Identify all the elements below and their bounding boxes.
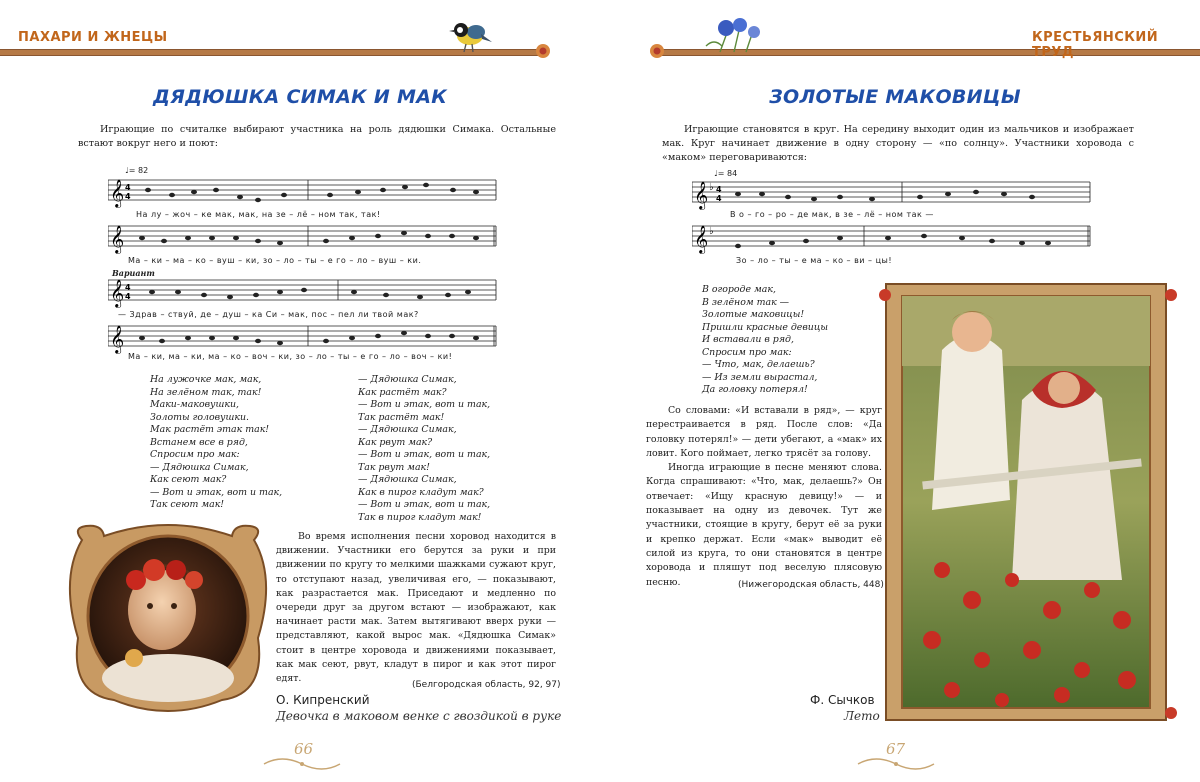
- verse-line: Так растёт мак!: [358, 411, 445, 423]
- verse-line: Встанем все в ряд,: [150, 436, 248, 448]
- verse-line: И вставали в ряд,: [702, 334, 794, 345]
- verse-column-1: [150, 374, 282, 512]
- svg-text:4: 4: [125, 283, 131, 292]
- staff-lyric-2: Зо – ло – ты – е ма – ко – ви – цы!: [736, 256, 893, 265]
- portrait-painting: [62, 518, 274, 716]
- staff-lyric-1: На лу – жоч – ке мак, мак, на зе – лё – ном так, так!: [136, 210, 381, 219]
- verse-line: — Дядюшка Симак,: [358, 374, 457, 385]
- verse-column-2: [358, 374, 490, 524]
- intro-paragraph: Играющие становятся в круг. На середину выходит один из мальчиков и изображает мак. Круг начинает движение в одну сторону — «по солнцу». Участники хоровода с «маком» переговариваются:: [662, 124, 1134, 163]
- flower-ornament-icon: [876, 286, 894, 304]
- description-text: [276, 530, 556, 686]
- svg-text:♭: ♭: [709, 182, 714, 193]
- svg-text:𝄞: 𝄞: [694, 225, 709, 253]
- summer-painting: [882, 280, 1170, 724]
- source-citation: (Белгородская область, 92, 97): [412, 680, 561, 690]
- verse-line: — Дядюшка Симак,: [358, 474, 457, 485]
- staff-lyric-3: — Здрав – ствуй, де – душ – ка Си – мак, пос – пел ли твой мак?: [118, 310, 419, 319]
- titmouse-icon: [446, 14, 494, 56]
- svg-text:4: 4: [716, 185, 722, 194]
- music-staff-2: [692, 222, 1092, 256]
- section-header: КРЕСТЬЯНСКИЙ ТРУД: [1032, 30, 1159, 60]
- description-paragraph-1: Со словами: «И вставали в ряд», — круг перестраивается в ряд. После слов: «Да головку потерял!» — дети убегают, а «мак» их ловит. Кого поймает, легко трясёт за голову.: [646, 405, 882, 459]
- flourish-ornament-icon: [262, 754, 342, 772]
- staff-lyric-1: В о – го – ро – де мак, в зе – лё – ном так —: [730, 210, 934, 219]
- music-staff-3: [108, 276, 498, 310]
- source-citation: (Нижегородская область, 448): [738, 580, 884, 590]
- intro-text: [78, 123, 556, 151]
- svg-text:4: 4: [125, 192, 131, 201]
- verse-line: Как рвут мак?: [358, 436, 433, 448]
- verse-line: — Что, мак, делаешь?: [702, 359, 815, 370]
- svg-text:𝄞: 𝄞: [110, 279, 125, 307]
- intro-text: [662, 123, 1134, 165]
- svg-text:4: 4: [125, 292, 131, 301]
- svg-text:♭: ♭: [709, 226, 714, 237]
- verse-line: Золоты головушки.: [150, 411, 249, 423]
- verse-line: — Вот и этак, вот и так,: [150, 486, 283, 498]
- page-number: 67: [886, 740, 906, 758]
- description-paragraph: Во время исполнения песни хоровод находится в движении. Участники его берутся за руки и при движении по кругу то мелкими шажками сужают круг, то отступают назад, увеличивая его, — показывают, как разрастается мак. Приседают и медленно по очереди друг за другом встают — изображают, как начинает расти мак. Затем вытягивают вверх руки — представляют, какой вырос мак. «Дядюшка Симак» стоит в центре хоровода и движениями показывает, как мак сеют, рвут, кладут в пирог и как этот пирог едят.: [276, 531, 556, 685]
- svg-text:𝄞: 𝄞: [110, 325, 125, 353]
- svg-text:4: 4: [125, 183, 131, 192]
- verse-line: — Вот и этак, вот и так,: [358, 499, 491, 510]
- verse-line: На зелёном так, так!: [150, 386, 262, 398]
- verse-line: Маки-маковушки,: [150, 399, 239, 410]
- right-page: [600, 0, 1200, 782]
- flower-ornament-icon: [532, 40, 554, 62]
- verse-line: Так в пирог кладут мак!: [358, 511, 482, 523]
- verse-line: Мак растёт этак так!: [150, 424, 270, 435]
- svg-text:𝄞: 𝄞: [110, 225, 125, 253]
- staff-lyric-2: Ма – ки – ма – ко – вуш – ки, зо – ло – ты – е го – ло – вуш – ки.: [128, 256, 422, 265]
- cornflower-icon: [700, 16, 770, 56]
- verse-line: Спросим про мак:: [702, 346, 792, 358]
- staff-lyric-4: Ма – ки, ма – ки, ма – ко – вoч – ки, зо – ло – ты – е го – ло – воч – ки!: [128, 352, 453, 361]
- section-header: ПАХАРИ И ЖНЕЦЫ: [18, 30, 168, 45]
- verse-line: Как растёт мак?: [358, 386, 447, 398]
- flourish-ornament-icon: [856, 754, 936, 772]
- painting-title: Девочка в маковом венке с гвоздикой в руке: [276, 709, 562, 723]
- svg-text:4: 4: [716, 194, 722, 203]
- verse-line: На лужочке мак, мак,: [150, 374, 262, 385]
- flower-ornament-icon: [646, 40, 668, 62]
- song-title: ДЯДЮШКА СИМАК И МАК: [152, 86, 448, 108]
- painting-artist: О. Кипренский: [276, 693, 370, 707]
- verse: [702, 284, 828, 397]
- verse-line: Золотые маковицы!: [702, 309, 805, 320]
- verse-line: Как в пирог кладут мак?: [358, 486, 484, 498]
- verse-line: — Вот и этак, вот и так,: [358, 449, 491, 460]
- verse-line: В огороде мак,: [702, 284, 776, 295]
- verse-line: Так сеют мак!: [150, 499, 225, 510]
- verse-line: Как сеют мак?: [150, 474, 227, 485]
- svg-text:𝄞: 𝄞: [110, 179, 125, 207]
- verse-line: Так рвут мак!: [358, 461, 430, 473]
- music-staff-2: [108, 222, 498, 256]
- description-paragraph-2: Иногда играющие в песне меняют слова. Когда спрашивают: «Что, мак, делаешь?» Он отвечает: «Ищу красную девицу!» — и показывает на одну из девочек. Тут же участники, стоящие в кругу, берут её за руки и крепко держат. Если «мак» выводит её силой из круга, то они становятся в центре хоровода и пляшут под веселую плясовую песню.: [646, 462, 882, 588]
- painting-title: Лето: [844, 709, 880, 723]
- verse-line: Да головку потерял!: [702, 384, 808, 395]
- song-title: ЗОЛОТЫЕ МАКОВИЦЫ: [769, 86, 1021, 108]
- intro-paragraph: Играющие по считалке выбирают участника на роль дядюшки Симака. Остальные встают вокруг него и поют:: [78, 124, 556, 149]
- tempo-mark: ♩= 84: [714, 169, 738, 178]
- tempo-mark: ♩= 82: [125, 166, 149, 175]
- verse-line: Пришли красные девицы: [702, 321, 829, 333]
- verse-line: В зелёном так —: [702, 296, 790, 308]
- description-text: [646, 404, 882, 590]
- flower-ornament-icon: [1162, 704, 1180, 722]
- verse-line: — Из земли вырастал,: [702, 371, 818, 383]
- flower-ornament-icon: [1162, 286, 1180, 304]
- verse-line: — Дядюшка Симак,: [150, 461, 249, 473]
- verse-line: — Вот и этак, вот и так,: [358, 399, 491, 410]
- page-number: 66: [294, 740, 314, 758]
- verse-line: Спросим про мак:: [150, 449, 240, 460]
- music-staff-1: [692, 178, 1092, 212]
- music-staff-1: [108, 176, 498, 210]
- painting-artist: Ф. Сычков: [810, 693, 875, 707]
- svg-text:𝄞: 𝄞: [694, 181, 709, 209]
- variant-label: Вариант: [112, 268, 155, 278]
- music-staff-4: [108, 322, 498, 356]
- verse-line: — Дядюшка Симак,: [358, 424, 457, 435]
